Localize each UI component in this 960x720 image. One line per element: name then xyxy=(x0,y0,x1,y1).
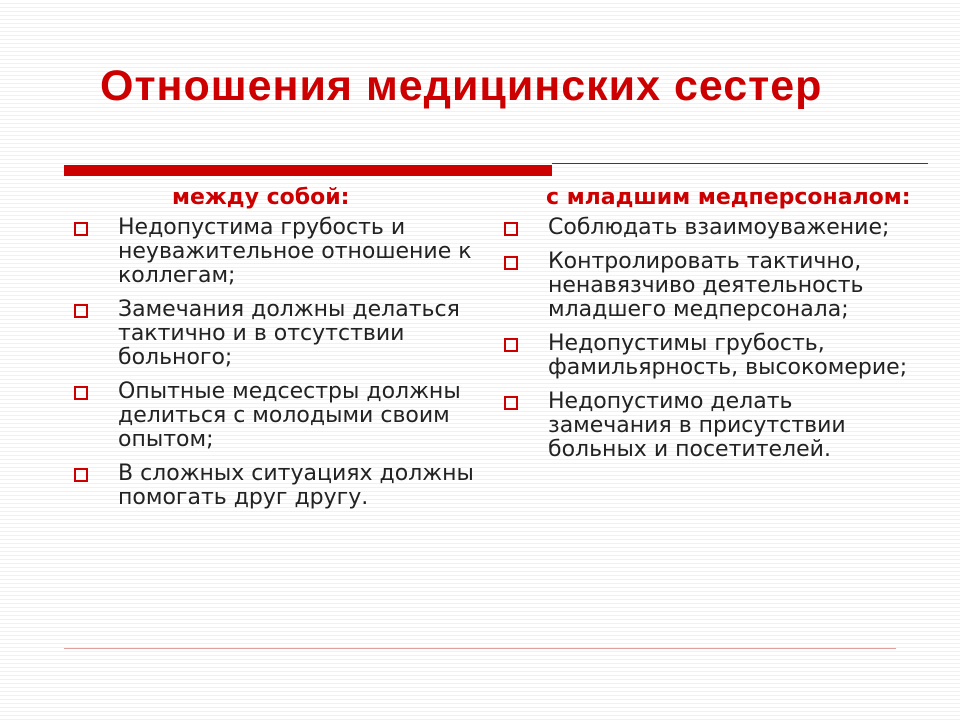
slide-title: Отношения медицинских сестер xyxy=(100,62,823,110)
footer-divider xyxy=(64,648,896,649)
hollow-square-bullet-icon xyxy=(504,338,518,352)
column-junior-staff xyxy=(494,186,914,472)
list-item xyxy=(64,216,484,288)
list-item xyxy=(64,462,484,510)
hollow-square-bullet-icon xyxy=(74,304,88,318)
hollow-square-bullet-icon xyxy=(74,468,88,482)
hollow-square-bullet-icon xyxy=(504,396,518,410)
hollow-square-bullet-icon xyxy=(74,386,88,400)
hollow-square-bullet-icon xyxy=(504,222,518,236)
list-item-text: Недопустимо делать замечания в присутствии больных и посетителей. xyxy=(548,389,846,462)
list-item xyxy=(64,298,484,370)
list-item xyxy=(494,250,914,322)
list-item-text: Соблюдать взаимоуважение; xyxy=(548,215,890,240)
hollow-square-bullet-icon xyxy=(74,222,88,236)
list-item xyxy=(64,380,484,452)
list-item-text: Опытные медсестры должны делиться с молодыми своим опытом; xyxy=(118,379,461,452)
list-item-text: Недопустима грубость и неуважительное отношение к коллегам; xyxy=(118,215,472,288)
column-peers xyxy=(64,186,484,520)
bullet-list xyxy=(494,216,914,462)
title-underline-thin xyxy=(552,163,928,164)
list-item-text: Недопустимы грубость, фамильярность, высокомерие; xyxy=(548,331,908,380)
column-heading: с младшим медперсоналом: xyxy=(546,185,911,210)
list-item-text: Замечания должны делаться тактично и в отсутствии больного; xyxy=(118,297,460,370)
hollow-square-bullet-icon xyxy=(504,256,518,270)
list-item xyxy=(494,332,914,380)
list-item xyxy=(494,390,914,462)
column-heading: между собой: xyxy=(172,185,350,210)
bullet-list xyxy=(64,216,484,510)
list-item-text: Контролировать тактично, ненавязчиво деятельность младшего медперсонала; xyxy=(548,249,864,322)
list-item-text: В сложных ситуациях должны помогать друг другу. xyxy=(118,461,474,510)
list-item xyxy=(494,216,914,240)
title-underline-thick xyxy=(64,165,552,176)
